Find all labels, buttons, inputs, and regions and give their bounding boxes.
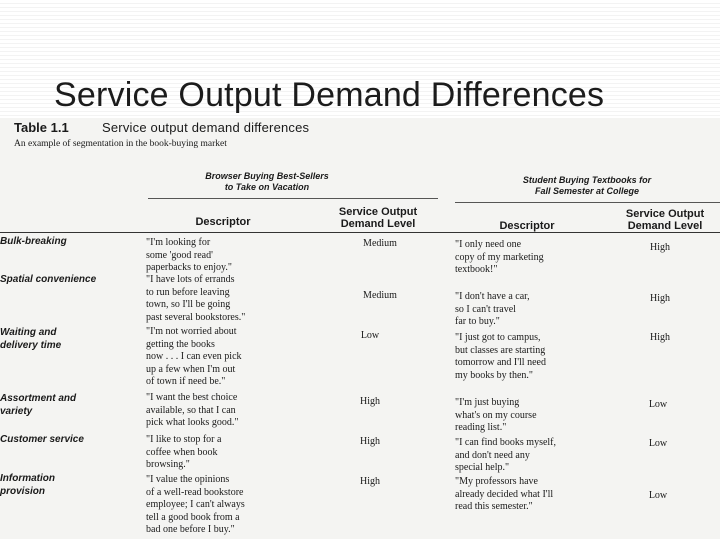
- student-level-information-provision: Low: [648, 490, 668, 501]
- slide-title: Service Output Demand Differences: [54, 76, 605, 114]
- row-label-spatial-convenience: Spatial convenience: [0, 274, 97, 285]
- group-header-browser: Browser Buying Best-Sellers to Take on Vacation: [205, 171, 329, 192]
- browser-level-assortment-variety: High: [360, 396, 380, 407]
- column-header-student-level: Service Output Demand Level: [625, 208, 705, 232]
- student-level-assortment-variety: Low: [648, 399, 668, 410]
- browser-descriptor-information-provision: "I value the opinions of a well-read bookstore employee; I can't always tell a good book from a bad one before I buy.": [146, 474, 245, 535]
- group-rule-browser: [148, 198, 438, 199]
- student-level-customer-service: Low: [648, 438, 668, 449]
- column-header-browser-level: Service Output Demand Level: [338, 206, 418, 230]
- student-descriptor-waiting-delivery: "I just got to campus, but classes are starting tomorrow and I'll need my books by then.": [455, 332, 546, 381]
- browser-descriptor-customer-service: "I like to stop for a coffee when book browsing.": [146, 434, 222, 470]
- student-level-waiting-delivery: High: [650, 332, 670, 343]
- browser-level-customer-service: High: [360, 436, 380, 447]
- browser-descriptor-waiting-delivery: "I'm not worried about getting the books now . . . I can even pick up a few when I'm out of town if need be.": [146, 326, 242, 387]
- group-rule-student: [455, 202, 720, 203]
- column-header-student-descriptor: Descriptor: [499, 220, 555, 232]
- student-descriptor-information-provision: "My professors have already decided what I'll read this semester.": [455, 476, 554, 512]
- browser-descriptor-bulk-breaking: "I'm looking for some 'good read' paperbacks to enjoy.": [146, 237, 232, 273]
- group-header-student: Student Buying Textbooks for Fall Semester at College: [522, 175, 652, 196]
- browser-descriptor-spatial-convenience: "I have lots of errands to run before leaving town, so I'll be going past several bookstores.": [146, 274, 246, 323]
- browser-level-bulk-breaking: Medium: [363, 238, 397, 249]
- scanned-table-image: [0, 118, 720, 539]
- browser-level-waiting-delivery: Low: [360, 330, 380, 341]
- table-label: Table 1.1: [14, 120, 69, 135]
- row-label-customer-service: Customer service: [0, 434, 84, 445]
- student-descriptor-spatial-convenience: "I don't have a car, so I can't travel far to buy.": [455, 291, 530, 327]
- row-label-waiting-delivery: Waiting and delivery time: [0, 327, 62, 351]
- browser-level-spatial-convenience: Medium: [363, 290, 397, 301]
- student-descriptor-bulk-breaking: "I only need one copy of my marketing textbook!": [455, 239, 544, 275]
- student-level-spatial-convenience: High: [650, 293, 670, 304]
- column-header-browser-descriptor: Descriptor: [195, 216, 251, 228]
- row-label-assortment-variety: Assortment and variety: [0, 393, 77, 417]
- browser-descriptor-assortment-variety: "I want the best choice available, so that I can pick what looks good.": [146, 392, 239, 428]
- table-subtitle: An example of segmentation in the book-buying market: [14, 139, 227, 149]
- row-label-information-provision: Information provision: [0, 473, 55, 497]
- student-descriptor-assortment-variety: "I'm just buying what's on my course reading list.": [455, 397, 537, 433]
- table-caption: Service output demand differences: [102, 120, 310, 135]
- student-level-bulk-breaking: High: [650, 242, 670, 253]
- browser-level-information-provision: High: [360, 476, 380, 487]
- header-rule: [0, 232, 720, 233]
- row-label-bulk-breaking: Bulk-breaking: [0, 236, 67, 247]
- student-descriptor-customer-service: "I can find books myself, and don't need any special help.": [455, 437, 557, 473]
